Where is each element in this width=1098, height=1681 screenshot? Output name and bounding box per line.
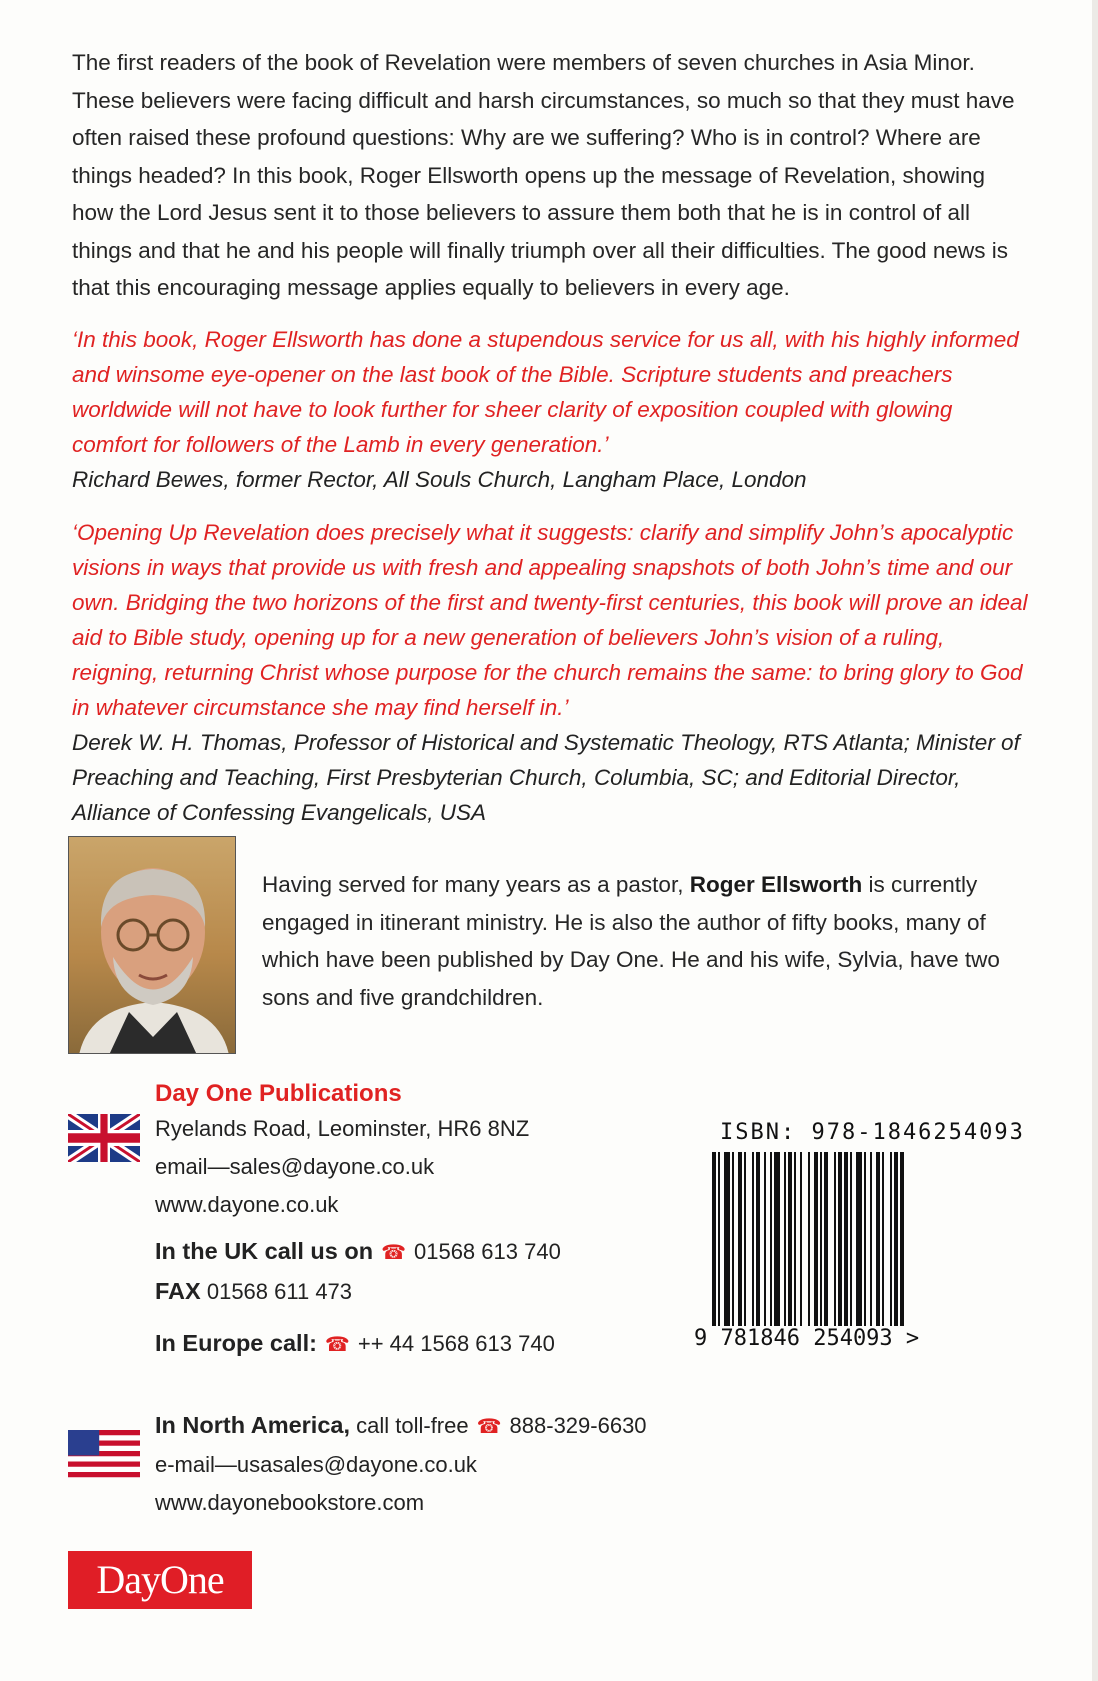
telephone-icon: ☎	[381, 1242, 406, 1264]
barcode-bar	[834, 1152, 836, 1328]
author-bio	[262, 866, 1042, 1016]
barcode-bar	[876, 1152, 880, 1328]
north-america-label: In North America,	[155, 1412, 350, 1438]
barcode-bar	[724, 1152, 730, 1328]
barcode-digits: 9 781846 254093 >	[694, 1326, 920, 1351]
barcode-bar	[744, 1152, 746, 1328]
barcode-bar	[894, 1152, 898, 1328]
publisher-email[interactable]: email—sales@dayone.co.uk	[155, 1154, 435, 1179]
barcode-bar	[838, 1152, 842, 1328]
toll-free-text: call toll-free	[356, 1413, 469, 1438]
barcode-bar	[864, 1152, 866, 1328]
uk-phone-number[interactable]: 01568 613 740	[413, 1239, 561, 1264]
barcode-bar	[752, 1152, 754, 1328]
endorsement-attribution-1: Richard Bewes, former Rector, All Souls Church, Langham Place, London	[72, 467, 807, 492]
publisher-address: Ryelands Road, Leominster, HR6 8NZ	[155, 1116, 530, 1141]
fax-line	[155, 1278, 352, 1305]
barcode-bar	[718, 1152, 720, 1340]
north-america-website[interactable]: www.dayonebookstore.com	[155, 1490, 425, 1515]
barcode-bar	[814, 1152, 818, 1328]
author-name: Roger Ellsworth	[689, 872, 863, 897]
north-america-phone-number[interactable]: 888-329-6630	[509, 1413, 647, 1438]
endorsement-quote-1: ‘In this book, Roger Ellsworth has done a stupendous service for us all, with his highly informed and winsome eye-opener on the last book of the Bible. Scripture students and preachers worldwide will not have to look further for sheer clarity of exposition coupled with glowing comfort for followers of the Lamb in every generation.’	[72, 327, 1019, 457]
telephone-icon: ☎	[324, 1334, 350, 1356]
barcode-bar	[794, 1152, 796, 1328]
endorsement-attribution-2: Derek W. H. Thomas, Professor of Historical and Systematic Theology, RTS Atlanta; Minister of Preaching and Teaching, First Presbyterian Church, Columbia, SC; and Editorial Director, Alliance of Confessing Evangelicals, USA	[72, 730, 1020, 825]
barcode-bar	[824, 1152, 828, 1328]
barcode-bar	[756, 1152, 760, 1328]
north-america-email[interactable]: e-mail—usasales@dayone.co.uk	[155, 1452, 477, 1477]
europe-phone-number[interactable]: ++ 44 1568 613 740	[357, 1331, 555, 1356]
barcode-bar	[764, 1152, 766, 1328]
bio-text-end: is currently engaged in itinerant ministry. He is also the author of fifty books, many of which have been published by Day One. He and his wife, Sylvia, have two sons and five grandchildren.	[262, 872, 1000, 1010]
publisher-name: Day One Publications	[155, 1080, 402, 1107]
us-flag-icon	[68, 1430, 140, 1478]
barcode-bar	[890, 1152, 892, 1328]
barcode-bar	[788, 1152, 792, 1328]
barcode-bar	[900, 1152, 904, 1340]
europe-phone-line	[155, 1330, 555, 1357]
fax-label: FAX	[155, 1278, 201, 1304]
uk-call-label: In the UK call us on	[155, 1238, 374, 1264]
barcode-bar	[770, 1152, 772, 1328]
north-america-phone-line	[155, 1412, 647, 1439]
isbn-label: ISBN: 978-1846254093	[720, 1120, 1025, 1145]
barcode-bar	[850, 1152, 852, 1328]
barcode-bar	[882, 1152, 884, 1328]
barcode-bar	[808, 1152, 810, 1340]
book-blurb: The first readers of the book of Revelation were members of seven churches in Asia Minor. These believers were facing difficult and harsh circumstances, so much so that they must have often raised these profound questions: Why are we suffering? Who is in control? Where are things headed? In this book, Roger Ellsworth opens up the message of Revelation, showing how the Lord Jesus sent it to those believers to assure them both that he is in control of all things and that he and his people will finally triumph over all their difficulties. The good news is that this encouraging message applies equally to believers in every age.	[72, 50, 1015, 300]
barcode-bar	[784, 1152, 786, 1328]
barcode-bar	[732, 1152, 734, 1328]
europe-call-label: In Europe call:	[155, 1330, 317, 1356]
barcode-bar	[774, 1152, 780, 1328]
barcode-bar	[738, 1152, 742, 1328]
barcode-bar	[820, 1152, 822, 1328]
cover-edge	[1092, 0, 1098, 1681]
barcode-bar	[800, 1152, 802, 1328]
uk-phone-line	[155, 1238, 561, 1265]
dayone-logo: DayOne	[68, 1551, 252, 1609]
author-photo	[68, 836, 236, 1054]
endorsement-quote-2: ‘Opening Up Revelation does precisely what it suggests: clarify and simplify John’s apocalyptic visions in ways that provide us with fresh and appealing snapshots of both John’s time and our own. Bridging the two horizons of the first and twenty-first centuries, this book will prove an ideal aid to Bible study, opening up for a new generation of believers John’s vision of a ruling, reigning, returning Christ whose purpose for the church remains the same: to bring glory to God in whatever circumstance she may find herself in.’	[72, 520, 1028, 720]
bio-text-start: Having served for many years as a pastor,	[262, 872, 690, 897]
publisher-website[interactable]: www.dayone.co.uk	[155, 1192, 339, 1217]
barcode-bar	[844, 1152, 848, 1328]
barcode	[712, 1152, 958, 1340]
barcode-bar	[856, 1152, 862, 1328]
barcode-bar	[712, 1152, 716, 1340]
barcode-bar	[870, 1152, 872, 1328]
uk-flag-icon	[68, 1114, 140, 1162]
fax-number: 01568 611 473	[206, 1279, 353, 1304]
telephone-icon: ☎	[476, 1416, 502, 1438]
